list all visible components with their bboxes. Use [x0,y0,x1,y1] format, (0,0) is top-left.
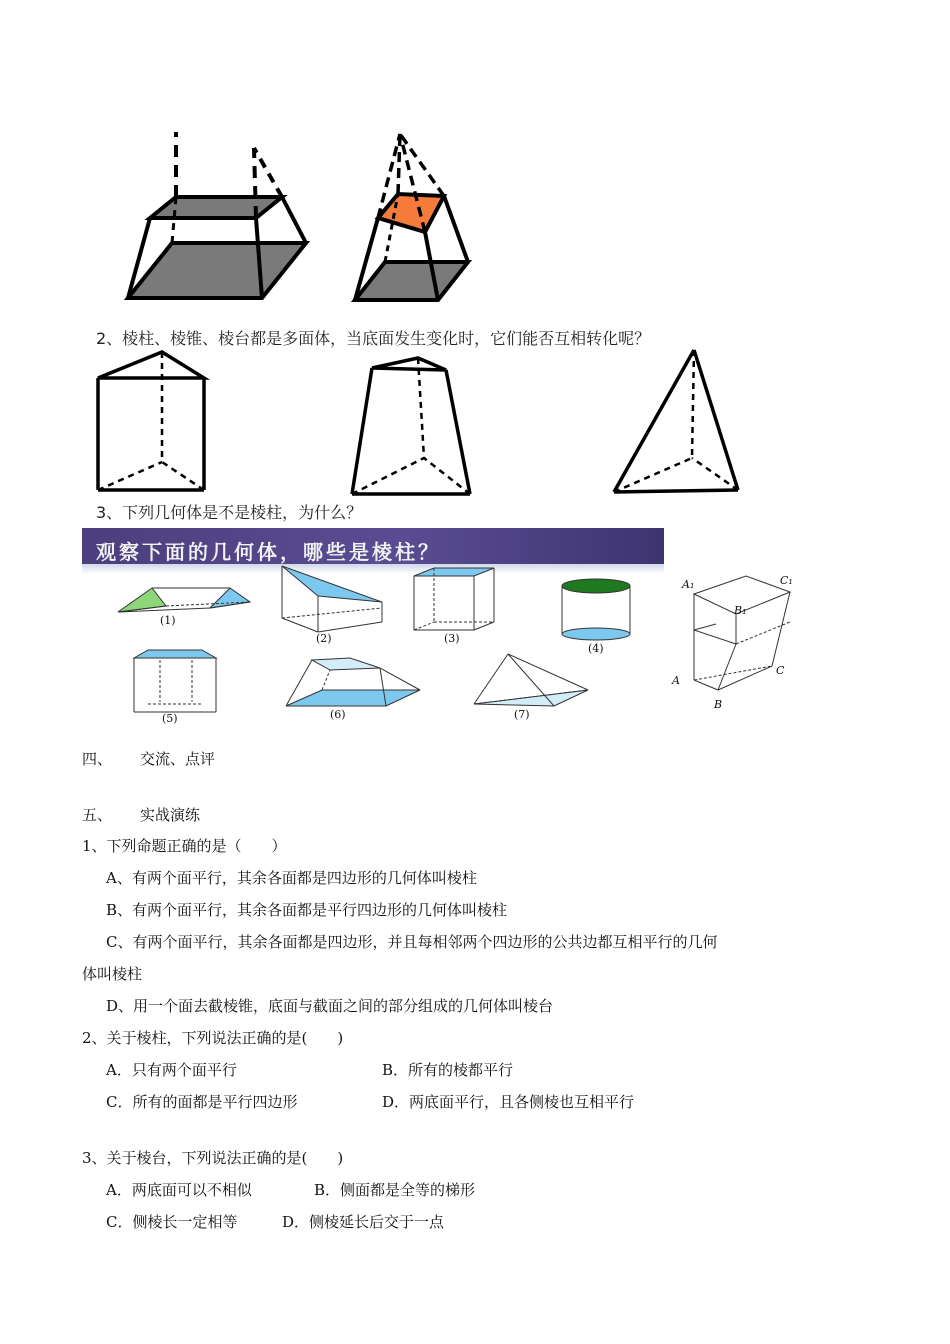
ex1-question: 1、下列命题正确的是（ ） [82,837,287,855]
figure-label-2: (2) [316,632,332,645]
ex3-option-a: A．两底面可以不相似 [106,1181,252,1199]
ex1-option-b: B、有两个面平行，其余各面都是平行四边形的几何体叫棱柱 [106,901,508,919]
ex3-option-b: B．侧面都是全等的梯形 [314,1181,476,1199]
ex2-option-a: A．只有两个面平行 [106,1061,237,1079]
section-4-title: 交流、点评 [140,750,216,768]
section-5-number: 五、 [82,806,113,824]
vertex-label-a: A [672,674,680,687]
question-2: 2、棱柱、棱锥、棱台都是多面体，当底面发生变化时，它们能否互相转化呢？ [96,329,651,348]
ex1-option-a: A、有两个面平行，其余各面都是四边形的几何体叫棱柱 [106,869,477,887]
figure-label-5: (5) [162,712,178,725]
vertex-label-c1: C₁ [780,574,793,587]
vertex-label-b: B [714,698,723,711]
figure-label-4: (4) [588,642,604,655]
ex1-option-d: D、用一个面去截棱锥，底面与截面之间的部分组成的几何体叫棱台 [106,997,554,1015]
vertex-label-b1: B₁ [734,604,747,617]
banner-title: 观察下面的几何体，哪些是棱柱？ [96,540,441,564]
figure-label-6: (6) [330,708,346,721]
figure-label-7: (7) [514,708,530,721]
vertex-label-c: C [776,664,785,677]
figure-label-1: (1) [160,614,176,627]
ex2-option-b: B．所有的棱都平行 [382,1061,514,1079]
ex3-option-c: C．侧棱长一定相等 [106,1213,238,1231]
vertex-label-a1: A₁ [682,578,695,591]
ex3-option-d: D．侧棱延长后交于一点 [282,1213,445,1231]
section-4-number: 四、 [82,750,113,768]
ex1-option-c-line2: 体叫棱柱 [82,965,143,983]
ex3-question: 3、关于棱台，下列说法正确的是( ) [82,1149,344,1167]
ex2-option-c: C．所有的面都是平行四边形 [106,1093,298,1111]
section-5-title: 实战演练 [140,806,201,824]
figure-label-3: (3) [444,632,460,645]
ex2-option-d: D．两底面平行，且各侧棱也互相平行 [382,1093,635,1111]
ex2-question: 2、关于棱柱，下列说法正确的是( ) [82,1029,344,1047]
question-3: 3、下列几何体是不是棱柱，为什么？ [96,503,363,522]
ex1-option-c-line1: C、有两个面平行，其余各面都是四边形，并且每相邻两个四边形的公共边都互相平行的几何 [106,933,718,951]
